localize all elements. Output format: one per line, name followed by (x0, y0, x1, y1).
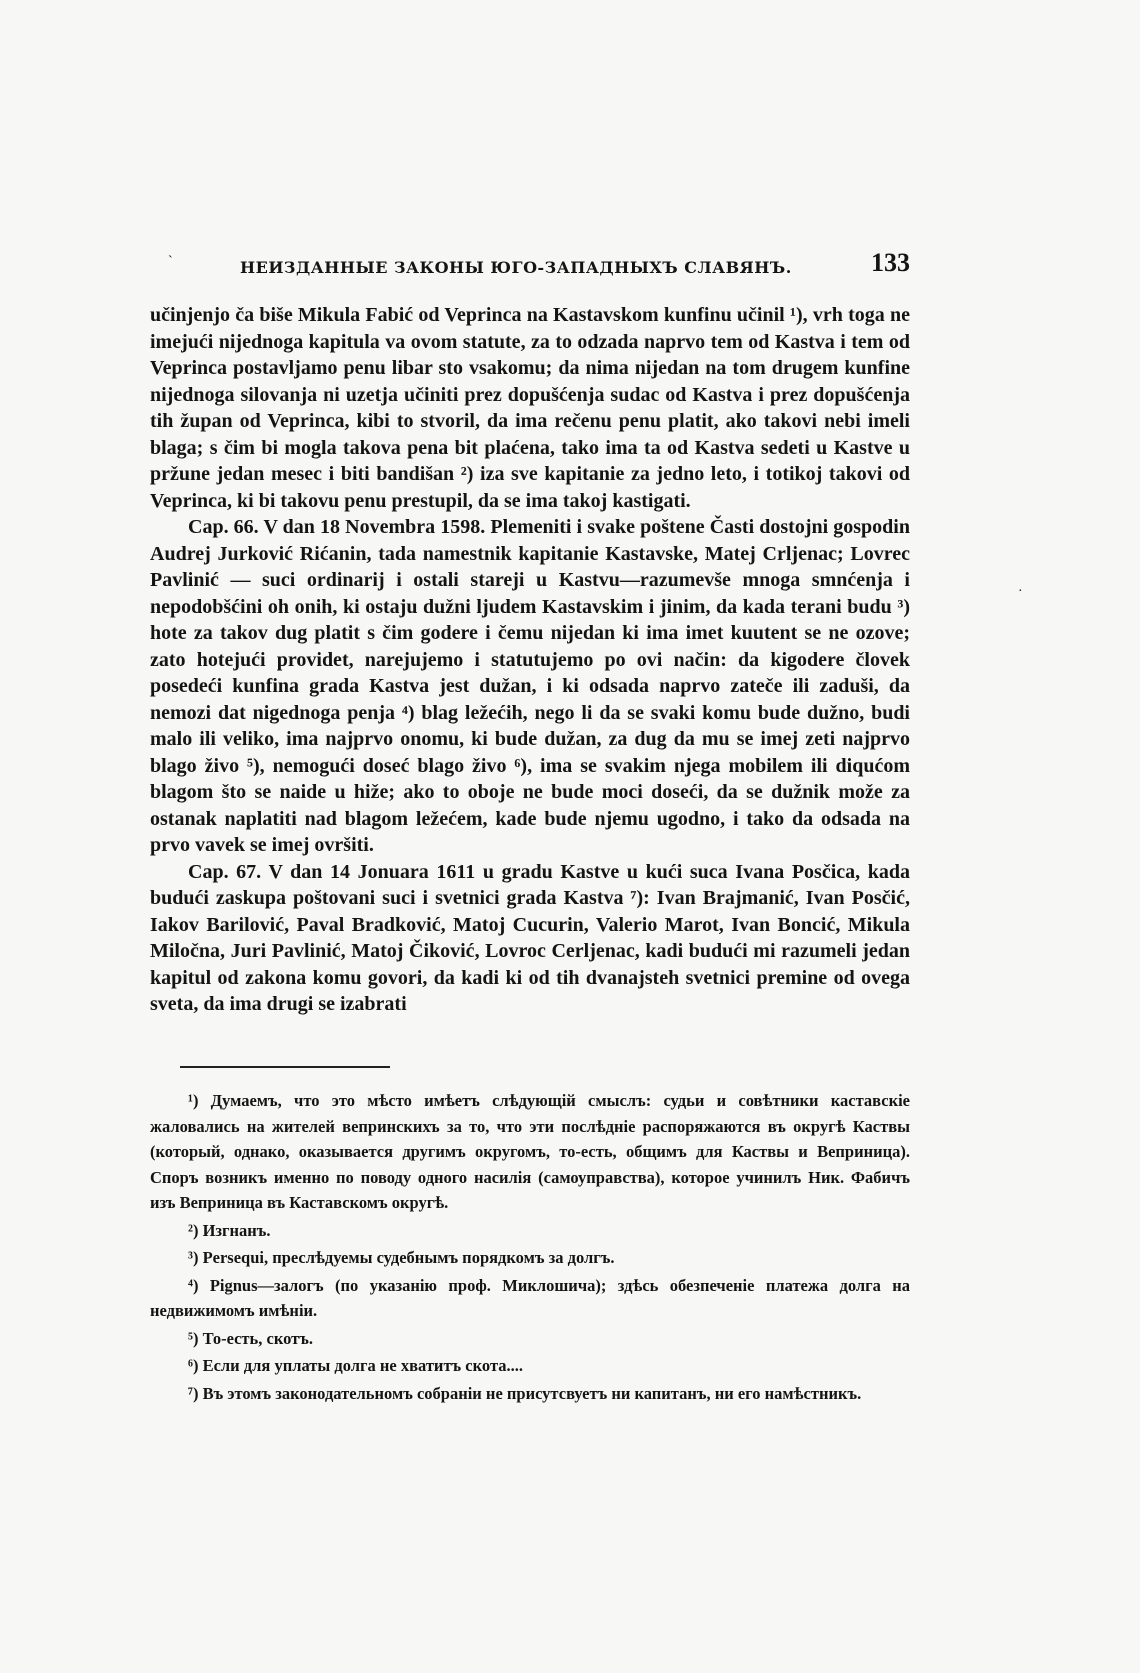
footnote-2: ²) Изгнанъ. (188, 1220, 271, 1240)
margin-mark: ` (168, 254, 173, 269)
footnote-divider (180, 1066, 390, 1068)
running-header (150, 248, 910, 288)
margin-mark-right: · (1018, 584, 1023, 599)
footnote-7: ⁷) Въ этомъ законодательномъ собраніи не присутсвуетъ ни капитанъ, ни его намѣстникъ. (188, 1383, 862, 1403)
footnote-3: ³) Persequi, преслѣдуемы судебнымъ порядкомъ за долгъ. (188, 1248, 615, 1267)
footnote-5: ⁵) То-есть, скотъ. (188, 1328, 313, 1348)
page-number: 133 (871, 248, 910, 277)
paragraph-continuation: učinjenjo ča biše Mikula Fabić od Veprinca na Kastavskom kunfinu učinil ¹), vrh toga ne imejući nijednoga kapitula va ovom statute, za to odzada naprvo tem od Kastva i tem od Veprinca postavljamo penu libar sto vsakomu; da nima nijedan na tom drugem kunfine nijednoga silovanja ni uzetja učiniti prez dopušćenja sudac od Kastva i prez dopušćenja tih župan od Veprinca, kibi to stvoril, da ima rečenu penu platit, ako takovi nebi imeli blaga; s čim bi mogla takova pena bit plaćena, tako ima ta od Kastva sedeti u Kastve u pržune jedan mesec i biti bandišan ²) iza sve kapitanie za jedno leto, i totikoj takovi od Veprinca, ki bi takovu penu prestupil, da se ima takoj kastigati. (150, 304, 910, 512)
footnote-4: ⁴) Pignus—залогъ (по указанію проф. Миклошича); здѣсь обезпеченіе платежа долга на недвижимомъ имѣніи. (150, 1275, 910, 1320)
footnote-1: ¹) Думаемъ, что это мѣсто имѣетъ слѣдующій смыслъ: судьи и совѣтники каставскіе жаловались на жителей вепринскихъ за то, что эти послѣдніе распоряжаются въ округѣ Каствы (который, однако, оказывается другимъ округомъ, то-есть, общимъ для Каствы и Веприница). Споръ возникъ именно по поводу одного насилія (самоуправства), которое учинилъ Ник. Фабичъ изъ Веприница въ Каставскомъ округѣ. (150, 1091, 910, 1212)
paragraph-cap-67: Cap. 67. V dan 14 Jonuara 1611 u gradu Kastve u kući suca Ivana Posčica, kada budući zaskupa poštovani suci i svetnici grada Kastva ⁷): Ivan Brajmanić, Ivan Posčić, Iakov Barilović, Paval Bradković, Matoj Cucurin, Valerio Marot, Ivan Boncić, Mikula Miločna, Juri Pavlinić, Matoj Čiković, Lovroc Cerljenac, kadi budući mi razumeli jedan kapitul od zakona komu govori, da kadi ki od tih dvanajsteh svetnici premine od ovega sveta, da ima drugi se izabrati (150, 860, 910, 1015)
paragraph-cap-66: Cap. 66. V dan 18 Novembra 1598. Plemeniti i svake poštene Časti dostojni gospodin Audrej Jurković Rićanin, tada namestnik kapitanie Kastavske, Matej Crljenac; Lovrec Pavlinić — suci ordinarij i ostali stareji u Kastvu—razumevše mnoga smnćenja i nepodobšćini oh onih, ki ostaju dužni ljudem Kastavskim i jinim, da kada terani budu ³) hote za takov dug platit s čim godere i čemu nijedan ki ima imet kuutent se ne ozove; zato hotejući providet, narejujemo i statutujemo po ovi način: da kigodere človek posedeći kunfina grada Kastva jest dužan, i ki odsada naprvo zateče ili zaduši, da nemozi dat nigednoga penja ⁴) blag ležećih, nego li da se svaki komu bude dužno, budi malo ili veliko, ima najprvo onomu, ki bude dužan, za dug da mu se imej zeti najprvo blago živo ⁵), nemogući doseć blago živo ⁶), ima se svakim njega mobilem ili diqućom blagom što se naide u hiže; ako to oboje ne bude moci doseći, da se dužnik može za ostanak naplatiti nad blagom ležećem, kade bude njemu ugodno, i tako da odsada na prvo vavek se imej ovršiti. (150, 516, 910, 856)
main-text (150, 302, 910, 1018)
running-title: НЕИЗДАННЫЕ ЗАКОНЫ ЮГО-ЗАПАДНЫХЪ СЛАВЯНЪ. (240, 258, 792, 277)
footnotes (150, 1088, 910, 1408)
footnote-6: ⁶) Если для уплаты долга не хватитъ скота.... (188, 1356, 523, 1375)
